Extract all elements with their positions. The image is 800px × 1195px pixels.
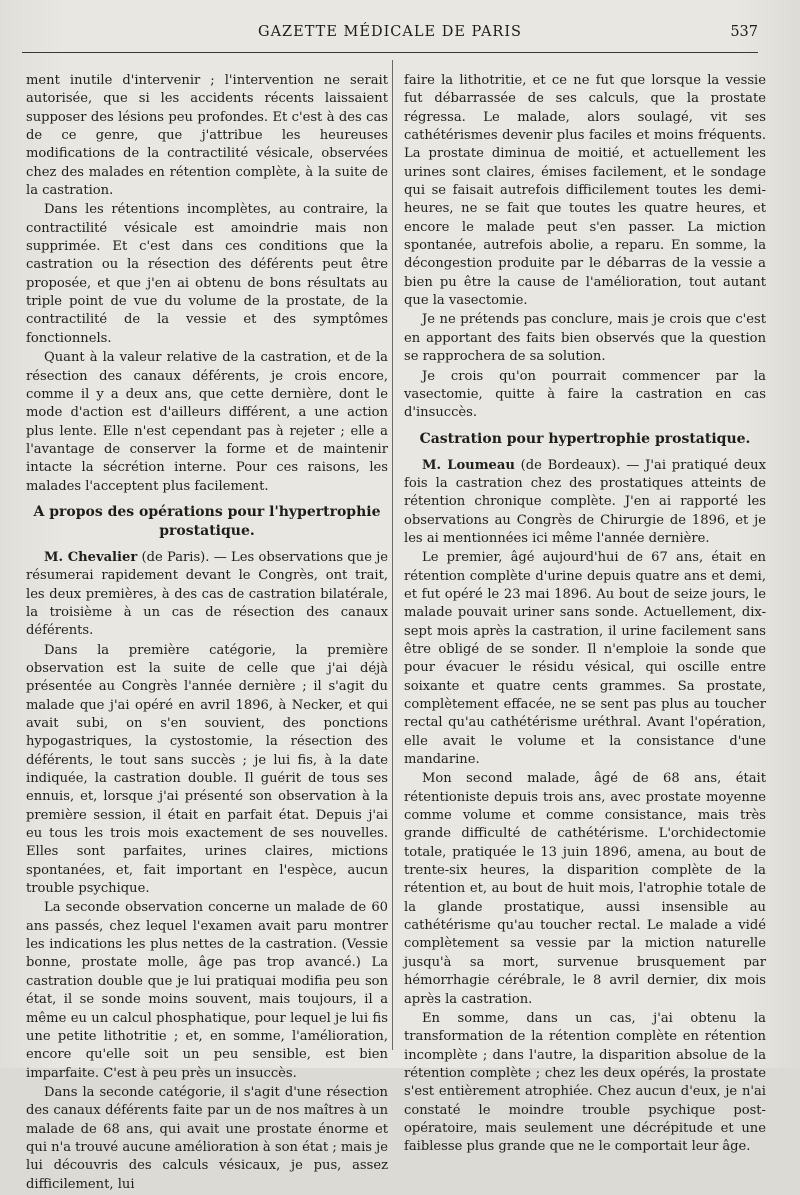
header-rule xyxy=(22,52,758,53)
right-column xyxy=(404,72,766,1158)
paragraph: En somme, dans un cas, j'ai obtenu la transformation de la rétention complète en rétention incomplète ; dans l'autre, la disparition absolue de la rétention complète ; chez les deux opérés, la prostate s'est entièrement atrophiée. Chez aucun d'eux, je n'ai constaté le moindre trouble psychique post-opératoire, mais seulement une décrépitude et une faiblesse plus grande que ne le comportait leur âge. xyxy=(404,1010,766,1155)
paragraph: Dans la première catégorie, la première observation est la suite de celle que j'ai déjà présentée au Congrès l'année dernière ; il s'agit du malade que j'ai opéré en avril 1896, à Necker, et qui avait subi, on s'en souvient, des ponctions hypogastriques, la cystostomie, la résection des déférents, le tout sans succès ; je lui fis, à la date indiquée, la castration double. Il guérit de tous ses ennuis, et, lorsque j'ai présenté son observation à la première session, il était en parfait état. Depuis j'ai eu tous les trois mois exactement de ses nouvelles. Elles sont parfaites, urines claires, mictions spontanées, et, fait important en l'espèce, aucun trouble psychique. xyxy=(26,642,388,897)
page-header xyxy=(22,24,758,46)
page-number: 537 xyxy=(730,24,758,40)
author-name: M. Loumeau xyxy=(422,457,515,473)
paragraph: ment inutile d'intervenir ; l'intervention ne serait autorisée, que si les accidents récents laissaient supposer des lésions peu profondes. Et c'est à des cas de ce genre, que j'attribue les heureuses modifications de la contractilité vésicale, observées chez des malades en rétention complète, à la suite de la castration. xyxy=(26,73,388,199)
paragraph: Je ne prétends pas conclure, mais je crois que c'est en apportant des faits bien observés que la question se rapprochera de sa solution. xyxy=(404,312,766,365)
paragraph: La seconde observation concerne un malade de 60 ans passés, chez lequel l'examen avait paru montrer les indications les plus nettes de la castration. (Vessie bonne, prostate molle, âge pas trop avancé.) La castration double que je lui pratiquai modifia peu son état, il se sonde moins souvent, mais toujours, il a même eu un calcul phosphatique, pour lequel je lui fis une petite lithotritie ; et, en somme, l'amélioration, encore qu'elle soit un peu sensible, est bien imparfaite. C'est à peu près un insuccès. xyxy=(26,900,388,1081)
paragraph: Mon second malade, âgé de 68 ans, était rétentioniste depuis trois ans, avec prostate moyenne comme volume et comme consistance, mais très grande difficulté de cathétérisme. L'orchidectomie totale, pratiquée le 13 juin 1896, amena, au bout de trente-six heures, la disparition complète de la rétention et, au bout de huit mois, l'atrophie totale de la glande prostatique, aussi insensible au cathétérisme qu'au toucher rectal. Le malade a vidé complètement sa vessie par la miction naturelle jusqu'à sa mort, survenue brusquement par hémorrhagie cérébrale, le 8 avril dernier, dix mois après la castration. xyxy=(404,771,766,1007)
author-name: M. Chevalier xyxy=(44,549,138,565)
paragraph: Dans les rétentions incomplètes, au contraire, la contractilité vésicale est amoindrie mais non supprimée. Et c'est dans ces conditions que la castration ou la résection des déférents peut être proposée, et que j'en ai obtenu de bons résultats au triple point de vue du volume de la prostate, de la contractilité de la vessie et des symptômes fonctionnels. xyxy=(26,202,388,346)
paragraph: Le premier, âgé aujourd'hui de 67 ans, était en rétention complète d'urine depuis quatre ans et demi, et fut opéré le 23 mai 1896. Au bout de seize jours, le malade pouvait uriner sans sonde. Actuellement, dix-sept mois après la castration, il urine facilement sans être obligé de se sonder. Il n'emploie la sonde que pour évacuer le résidu vésical, qui oscille entre soixante et quatre cents grammes. Sa prostate, complètement effacée, ne se sent pas plus au toucher rectal qu'au cathétérisme uréthral. Avant l'opération, elle avait le volume et la consistance d'une mandarine. xyxy=(404,550,766,768)
left-column xyxy=(26,72,388,1195)
paragraph-with-author xyxy=(404,457,766,549)
paragraph: Je crois qu'on pourrait commencer par la vasectomie, quitte à faire la castration en cas d'insuccès. xyxy=(404,368,766,421)
paragraph-text: (de Bordeaux). — J'ai pratiqué deux fois la castration chez des prostatiques atteints de rétention chronique complète. J'en ai rapporté les observations au Congrès de Chirurgie de 1896, et je les ai mentionnées ici même l'année dernière. xyxy=(404,457,766,546)
running-title: GAZETTE MÉDICALE DE PARIS xyxy=(258,24,522,40)
paragraph-with-author xyxy=(26,549,388,641)
section-heading: Castration pour hypertrophie prostatique. xyxy=(419,430,751,447)
paragraph: Quant à la valeur relative de la castration, et de la résection des canaux déférents, je crois encore, comme il y a deux ans, que cette dernière, dont le mode d'action est d'ailleurs différent, a une action plus lente. Elle n'est cependant pas à rejeter ; elle a l'avantage de conserver la forme et de maintenir intacte la sécrétion interne. Pour ces raisons, les malades l'acceptent plus facilement. xyxy=(26,350,388,494)
paragraph: faire la lithotritie, et ce ne fut que lorsque la vessie fut débarrassée de ses calculs, que la prostate régressa. Le malade, alors soulagé, vit ses cathétérismes devenir plus faciles et moins fréquents. La prostate diminua de moitié, et actuellement les urines sont claires, émises facilement, et le sondage qui se faisait autrefois difficilement toutes les demi-heures, ne se fait que toutes les quatre heures, et encore le malade peut s'en passer. La miction spontanée, autrefois abolie, a reparu. En somme, la décongestion produite par le débarras de la vessie a bien pu être la cause de l'amélioration, tout autant que la vasectomie. xyxy=(404,73,766,309)
paragraph: Dans la seconde catégorie, il s'agit d'une résection des canaux déférents faite par un de nos maîtres à un malade de 68 ans, qui avait une prostate énorme et qui n'a trouvé aucune amélioration à son état ; mais je lui découvris des calculs vésicaux, je pus, assez difficilement, lui xyxy=(26,1084,388,1192)
paragraph-text: (de Paris). — Les observations que je résumerai rapidement devant le Congrès, ont trait, les deux premières, à des cas de castration bilatérale, la troisième à un cas de résection des canaux déférents. xyxy=(26,549,389,639)
section-heading: A propos des opérations pour l'hypertrophie prostatique. xyxy=(33,503,381,539)
column-divider xyxy=(392,60,393,1050)
